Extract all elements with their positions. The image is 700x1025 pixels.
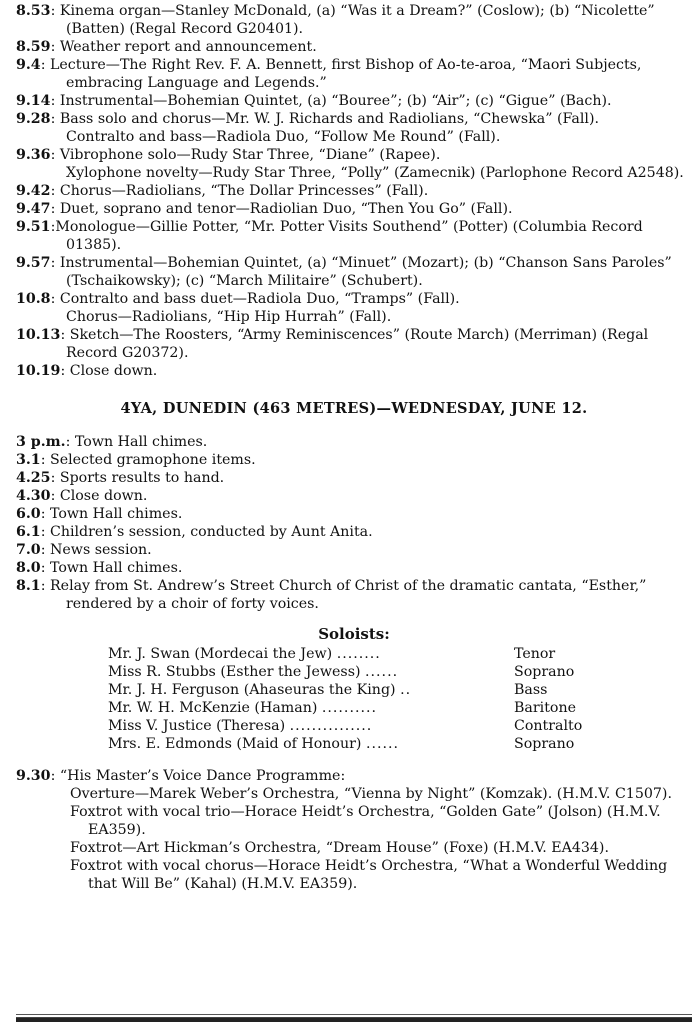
entry-text: Town Hall chimes. xyxy=(49,560,183,576)
soloist-row xyxy=(108,699,582,717)
entry-text: Relay from St. Andrew’s Street Church of Christ of the dramatic cantata, “Esther,” rendered by a choir of forty voices. xyxy=(49,578,647,612)
soloist-voice: Bass xyxy=(514,682,548,698)
schedule-entry: 10.19: Close down. xyxy=(16,363,158,379)
schedule-entry: 6.0: Town Hall chimes. xyxy=(16,506,183,522)
entry-text: Monologue—Gillie Potter, “Mr. Potter Visits Southend” (Potter) (Columbia Record 01385). xyxy=(55,219,643,253)
entry-text: Close down. xyxy=(59,488,148,504)
station-heading: 4YA, DUNEDIN (463 METRES)—WEDNESDAY, JUNE 12. xyxy=(120,400,588,417)
schedule-section-2 xyxy=(16,433,692,613)
entry-time: 8.59 xyxy=(16,39,51,55)
entry-time: 9.30 xyxy=(16,768,51,784)
entry-time: 6.0 xyxy=(16,506,41,522)
schedule-entry: 8.53: Kinema organ—Stanley McDonald, (a) “Was it a Dream?” (Coslow); (b) “Nicolette” (Batten) (Regal Record G20401). xyxy=(16,3,655,37)
entry-text: Bass solo and chorus—Mr. W. J. Richards and Radiolians, “Chewska” (Fall). xyxy=(59,111,600,127)
entry-text: Kinema organ—Stanley McDonald, (a) “Was it a Dream?” (Coslow); (b) “Nicolette” (Batten) (Regal Record G20401). xyxy=(59,3,655,37)
soloists-title: Soloists: xyxy=(318,625,390,643)
soloist-name: Mrs. E. Edmonds (Maid of Honour) xyxy=(108,736,362,752)
schedule-entry: 3 p.m.: Town Hall chimes. xyxy=(16,434,208,450)
entry-time: 4.30 xyxy=(16,488,51,504)
schedule-entry: 4.25: Sports results to hand. xyxy=(16,470,225,486)
schedule-entry: 9.47: Duet, soprano and tenor—Radiolian Duo, “Then You Go” (Fall). xyxy=(16,201,513,217)
entry-time: 9.47 xyxy=(16,201,51,217)
entry-text: News session. xyxy=(49,542,152,558)
entry-time: 7.0 xyxy=(16,542,41,558)
soloist-voice: Contralto xyxy=(514,718,583,734)
schedule-entry: 8.59: Weather report and announcement. xyxy=(16,39,317,55)
leader-dots: ...... xyxy=(365,664,399,680)
entry-text: Sports results to hand. xyxy=(59,470,225,486)
entry-time: 9.4 xyxy=(16,57,41,73)
entry-continuation: Chorus—Radiolians, “Hip Hip Hurrah” (Fall). xyxy=(66,309,392,325)
entry-text: Vibrophone solo—Rudy Star Three, “Diane” (Rapee). xyxy=(59,147,441,163)
leader-dots: ........ xyxy=(336,646,381,662)
dance-item: Overture—Marek Weber’s Orchestra, “Vienna by Night” (Komzak). (H.M.V. C1507). xyxy=(70,786,672,802)
soloist-name: Miss V. Justice (Theresa) xyxy=(108,718,286,734)
schedule-entry: 9.28: Bass solo and chorus—Mr. W. J. Richards and Radiolians, “Chewska” (Fall). xyxy=(16,111,600,127)
soloists-table xyxy=(108,645,582,753)
entry-text: Weather report and announcement. xyxy=(59,39,317,55)
bottom-rule xyxy=(16,1017,692,1022)
entry-text: “His Master’s Voice Dance Programme: xyxy=(59,768,346,784)
entry-text: Lecture—The Right Rev. F. A. Bennett, first Bishop of Ao-te-aroa, “Maori Subjects, embracing Language and Legends.” xyxy=(49,57,642,91)
soloist-row xyxy=(108,645,582,663)
soloist-name: Mr. W. H. McKenzie (Haman) xyxy=(108,700,318,716)
entry-text: Town Hall chimes. xyxy=(49,506,183,522)
dance-item: Foxtrot with vocal chorus—Horace Heidt’s Orchestra, “What a Wonderful Wedding that Will Be” (Kahal) (H.M.V. EA359). xyxy=(70,858,668,892)
soloist-voice: Soprano xyxy=(514,664,575,680)
entry-text: Children’s session, conducted by Aunt Anita. xyxy=(49,524,373,540)
entry-time: 3 p.m. xyxy=(16,434,66,450)
entry-text: Duet, soprano and tenor—Radiolian Duo, “Then You Go” (Fall). xyxy=(59,201,513,217)
entry-time: 9.42 xyxy=(16,183,51,199)
entry-time: 9.28 xyxy=(16,111,51,127)
schedule-entry: 9.14: Instrumental—Bohemian Quintet, (a) “Bouree”; (b) “Air”; (c) “Gigue” (Bach). xyxy=(16,93,612,109)
dance-item: Foxtrot with vocal trio—Horace Heidt’s Orchestra, “Golden Gate” (Jolson) (H.M.V. EA359). xyxy=(70,804,661,838)
soloist-voice: Baritone xyxy=(514,700,576,716)
leader-dots: .. xyxy=(400,682,412,698)
schedule-entry: 10.13: Sketch—The Roosters, “Army Reminiscences” (Route March) (Merriman) (Regal Record G20372). xyxy=(16,327,649,361)
entry-time: 8.0 xyxy=(16,560,41,576)
soloist-voice: Soprano xyxy=(514,736,575,752)
soloist-row xyxy=(108,735,582,753)
schedule-entry: 7.0: News session. xyxy=(16,542,152,558)
entry-continuation: Contralto and bass—Radiola Duo, “Follow Me Round” (Fall). xyxy=(66,129,501,145)
schedule-entry: 9.4: Lecture—The Right Rev. F. A. Bennett, first Bishop of Ao-te-aroa, “Maori Subjects, embracing Language and Legends.” xyxy=(16,57,642,91)
schedule-entry: 9.57: Instrumental—Bohemian Quintet, (a) “Minuet” (Mozart); (b) “Chanson Sans Paroles” (Tschaikowsky); (c) “March Militaire” (Schubert). xyxy=(16,255,672,289)
soloist-name: Mr. J. Swan (Mordecai the Jew) xyxy=(108,646,333,662)
entry-time: 9.57 xyxy=(16,255,51,271)
schedule-entry: 8.0: Town Hall chimes. xyxy=(16,560,183,576)
schedule-entry: 9.30: “His Master’s Voice Dance Programme: xyxy=(16,768,346,784)
schedule-entry: 9.42: Chorus—Radiolians, “The Dollar Princesses” (Fall). xyxy=(16,183,429,199)
entry-time: 9.51 xyxy=(16,219,51,235)
schedule-entry: 4.30: Close down. xyxy=(16,488,148,504)
soloist-row xyxy=(108,717,582,735)
soloist-name: Mr. J. H. Ferguson (Ahaseuras the King) xyxy=(108,682,396,698)
schedule-entry: 8.1: Relay from St. Andrew’s Street Church of Christ of the dramatic cantata, “Esther,” rendered by a choir of forty voices. xyxy=(16,578,647,612)
entry-time: 4.25 xyxy=(16,470,51,486)
schedule-entry: 10.8: Contralto and bass duet—Radiola Duo, “Tramps” (Fall). xyxy=(16,291,460,307)
entry-time: 9.14 xyxy=(16,93,51,109)
leader-dots: ............... xyxy=(289,718,373,734)
entry-text: Instrumental—Bohemian Quintet, (a) “Bouree”; (b) “Air”; (c) “Gigue” (Bach). xyxy=(59,93,612,109)
soloist-voice: Tenor xyxy=(514,646,556,662)
leader-dots: ...... xyxy=(365,736,400,752)
schedule-entry: 9.51:Monologue—Gillie Potter, “Mr. Potter Visits Southend” (Potter) (Columbia Record 01385). xyxy=(16,219,643,253)
schedule-entry: 6.1: Children’s session, conducted by Aunt Anita. xyxy=(16,524,373,540)
entry-time: 10.19 xyxy=(16,363,61,379)
entry-time: 8.53 xyxy=(16,3,51,19)
schedule-entry: 9.36: Vibrophone solo—Rudy Star Three, “Diane” (Rapee). xyxy=(16,147,441,163)
entry-continuation: Xylophone novelty—Rudy Star Three, “Polly” (Zamecnik) (Parlophone Record A2548). xyxy=(66,165,684,181)
dance-item: Foxtrot—Art Hickman’s Orchestra, “Dream House” (Foxe) (H.M.V. EA434). xyxy=(70,840,609,856)
entry-text: Selected gramophone items. xyxy=(49,452,256,468)
soloist-row xyxy=(108,663,582,681)
soloist-row xyxy=(108,681,582,699)
schedule-entry: 3.1: Selected gramophone items. xyxy=(16,452,256,468)
leader-dots: .......... xyxy=(321,700,377,716)
newspaper-page xyxy=(16,2,692,1022)
entry-time: 10.13 xyxy=(16,327,61,343)
entry-time: 9.36 xyxy=(16,147,51,163)
entry-text: Contralto and bass duet—Radiola Duo, “Tramps” (Fall). xyxy=(59,291,460,307)
entry-text: Chorus—Radiolians, “The Dollar Princesses” (Fall). xyxy=(59,183,429,199)
entry-text: Town Hall chimes. xyxy=(74,434,208,450)
soloist-name: Miss R. Stubbs (Esther the Jewess) xyxy=(108,664,361,680)
entry-text: Sketch—The Roosters, “Army Reminiscences” (Route March) (Merriman) (Regal Record G20372). xyxy=(66,327,649,361)
entry-text: Close down. xyxy=(69,363,158,379)
schedule-section-1 xyxy=(16,2,692,380)
entry-text: Instrumental—Bohemian Quintet, (a) “Minuet” (Mozart); (b) “Chanson Sans Paroles” (Tschaikowsky); (c) “March Militaire” (Schubert). xyxy=(59,255,672,289)
entry-time: 6.1 xyxy=(16,524,41,540)
entry-time: 10.8 xyxy=(16,291,51,307)
entry-time: 8.1 xyxy=(16,578,41,594)
entry-time: 3.1 xyxy=(16,452,41,468)
